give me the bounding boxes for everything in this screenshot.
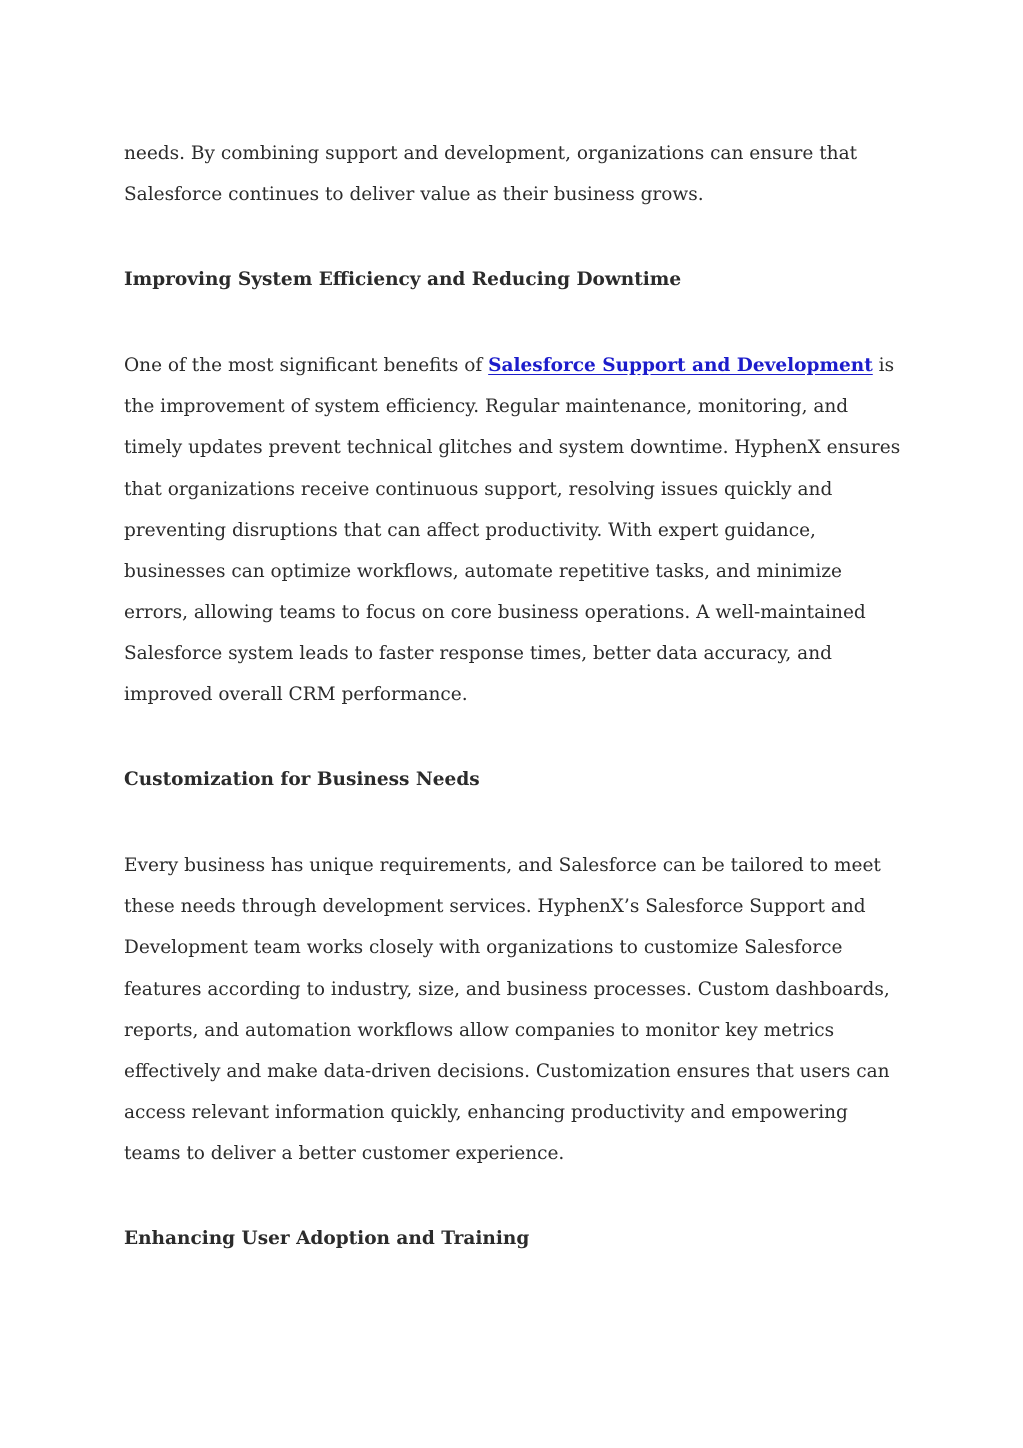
paragraph-text-after-link: is the improvement of system efficiency. Regular maintenance, monitoring, and timely updates prevent technical glitches and system downtime. HyphenX ensures that organizations receive continuous support, resolving issues quickly and preventing disruptions that can affect productivity. With expert guidance, businesses can optimize workflows, automate repetitive tasks, and minimize errors, allowing teams to focus on core business operations. A well-maintained Salesforce system leads to faster response times, better data accuracy, and improved overall CRM performance. (124, 355, 901, 706)
document-content (124, 133, 904, 1259)
paragraph-text-before-link: One of the most significant benefits of (124, 355, 489, 377)
paragraph-system-efficiency (124, 345, 904, 715)
salesforce-support-link[interactable]: Salesforce Support and Development (488, 355, 873, 377)
intro-paragraph: needs. By combining support and development, organizations can ensure that Salesforce continues to deliver value as their business grows. (124, 143, 858, 206)
heading-customization: Customization for Business Needs (124, 769, 480, 791)
paragraph-customization: Every business has unique requirements, and Salesforce can be tailored to meet these needs through development services. HyphenX’s Salesforce Support and Development team works closely with organizations to customize Salesforce features according to industry, size, and business processes. Custom dashboards, reports, and automation workflows allow companies to monitor key metrics effectively and make data-driven decisions. Customization ensures that users can access relevant information quickly, enhancing productivity and empowering teams to deliver a better customer experience. (124, 855, 890, 1164)
heading-system-efficiency: Improving System Efficiency and Reducing Downtime (124, 269, 682, 291)
heading-user-adoption: Enhancing User Adoption and Training (124, 1227, 530, 1249)
